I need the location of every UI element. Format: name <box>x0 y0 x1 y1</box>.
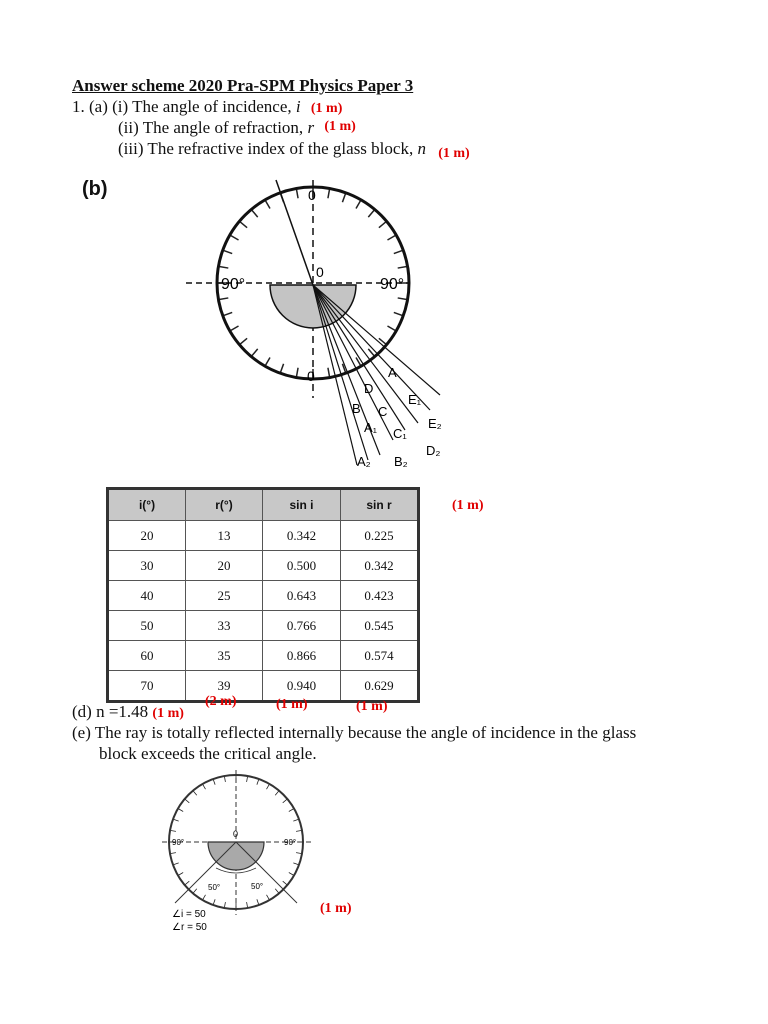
part-a-line-i <box>72 97 342 119</box>
table-cell: 0.225 <box>341 521 419 551</box>
ray-label: D₂ <box>426 443 441 458</box>
ray-label: D <box>364 381 374 396</box>
table-row <box>108 641 419 671</box>
table-cell: 0.342 <box>341 551 419 581</box>
protractor-diagram-e <box>0 765 768 940</box>
header-i: i(°) <box>108 489 186 521</box>
ray-label: A₂ <box>357 454 371 469</box>
part-a-iii-text: (iii) The refractive index of the glass block, <box>118 139 414 158</box>
part-d-mark: (1 m) <box>152 706 184 721</box>
refracted-ray <box>313 285 418 423</box>
left-90-label-b: 90° <box>221 276 246 293</box>
protractor-tick <box>342 193 345 202</box>
table-cell: 25 <box>186 581 263 611</box>
table-cell: 0.766 <box>263 611 341 641</box>
zero-label-mid-b: 0 <box>316 264 324 280</box>
table-col-mark-sinr: (1 m) <box>356 699 388 714</box>
part-a-ii-symbol: r <box>307 118 315 137</box>
angle-left-label-e: 50° <box>208 883 221 892</box>
part-a-line-iii <box>118 139 470 161</box>
protractor-tick <box>251 349 257 357</box>
protractor-tick <box>223 312 232 315</box>
zero-label-bottom-b: 0 <box>307 368 315 384</box>
zero-label-e: 0 <box>233 829 239 839</box>
table-cell: 20 <box>108 521 186 551</box>
table-cell: 13 <box>186 521 263 551</box>
table-col-mark-sini: (1 m) <box>276 697 308 712</box>
glass-block-b <box>270 285 356 328</box>
angle-right-label-e: 50° <box>251 882 264 891</box>
ray-label: C <box>378 404 388 419</box>
glass-block-e <box>208 842 264 870</box>
page-title: Answer scheme 2020 Pra-SPM Physics Paper 3 <box>72 76 414 95</box>
ray-label: B <box>352 401 361 416</box>
table-cell: 0.342 <box>263 521 341 551</box>
right-90-label-b: 90° <box>380 276 405 293</box>
zero-label-top-b: 0 <box>308 187 316 203</box>
table-cell: 0.643 <box>263 581 341 611</box>
part-a-ii-text: (ii) The angle of refraction, <box>118 118 304 137</box>
part-a-ii-mark: (1 m) <box>324 119 356 134</box>
ray-label: C₁ <box>393 426 407 441</box>
table-row <box>108 581 419 611</box>
part-d-line <box>72 702 184 724</box>
table-row <box>108 551 419 581</box>
part-a-iii-mark: (1 m) <box>438 146 470 161</box>
protractor-tick <box>387 326 396 331</box>
table-cell: 39 <box>186 671 263 702</box>
protractor-tick <box>280 364 283 373</box>
right-90-label-e: 90° <box>284 838 297 847</box>
table-col-mark-r: (2 m) <box>205 694 237 709</box>
table-cell: 0.940 <box>263 671 341 702</box>
protractor-tick <box>265 357 270 366</box>
i-label-e: ∠i = 50 <box>172 909 206 920</box>
table-header-row <box>108 489 419 521</box>
part-e-mark: (1 m) <box>320 901 352 916</box>
protractor-tick <box>387 235 396 240</box>
part-a-i-symbol: i <box>295 97 301 116</box>
table-cell: 0.423 <box>341 581 419 611</box>
protractor-tick <box>379 221 387 227</box>
part-d-text: (d) n =1.48 <box>72 702 149 721</box>
table-cell: 35 <box>186 641 263 671</box>
table-cell: 70 <box>108 671 186 702</box>
protractor-tick <box>394 312 403 315</box>
part-a-line-ii <box>118 118 356 140</box>
table-row <box>108 611 419 641</box>
table-cell: 0.500 <box>263 551 341 581</box>
table-cell: 50 <box>108 611 186 641</box>
table-cell: 33 <box>186 611 263 641</box>
part-e-line2: block exceeds the critical angle. <box>99 744 317 763</box>
table-cell: 40 <box>108 581 186 611</box>
results-table <box>106 487 420 703</box>
reflected-ray-e <box>236 842 297 903</box>
ray-label: E₁ <box>408 392 422 407</box>
part-a-i-mark: (1 m) <box>310 101 343 116</box>
part-a-i-text: 1. (a) (i) The angle of incidence, <box>72 97 292 116</box>
ray-label: E₂ <box>428 416 442 431</box>
table-row <box>108 521 419 551</box>
ray-label: A <box>388 365 397 380</box>
left-90-label-e: 90° <box>172 838 185 847</box>
ray-label: B₂ <box>394 454 408 469</box>
protractor-tick <box>394 250 403 253</box>
incident-ray-e <box>175 842 236 903</box>
r-label-e: ∠r = 50 <box>172 922 207 933</box>
table-cell: 60 <box>108 641 186 671</box>
table-cell: 0.629 <box>341 671 419 702</box>
part-e-line1: (e) The ray is totally reflected internally because the angle of incidence in the glass <box>72 723 637 742</box>
header-sin-i: sin i <box>263 489 341 521</box>
part-a-iii-symbol: n <box>417 139 426 158</box>
header-sin-r: sin r <box>341 489 419 521</box>
part-b-label: (b) <box>82 178 108 200</box>
table-cell: 0.866 <box>263 641 341 671</box>
table-cell: 30 <box>108 551 186 581</box>
table-mark: (1 m) <box>452 498 484 513</box>
table-cell: 20 <box>186 551 263 581</box>
table-cell: 0.545 <box>341 611 419 641</box>
ray-label: A₁ <box>364 420 378 435</box>
header-r: r(°) <box>186 489 263 521</box>
table-cell: 0.574 <box>341 641 419 671</box>
protractor-diagram-b <box>0 170 768 480</box>
